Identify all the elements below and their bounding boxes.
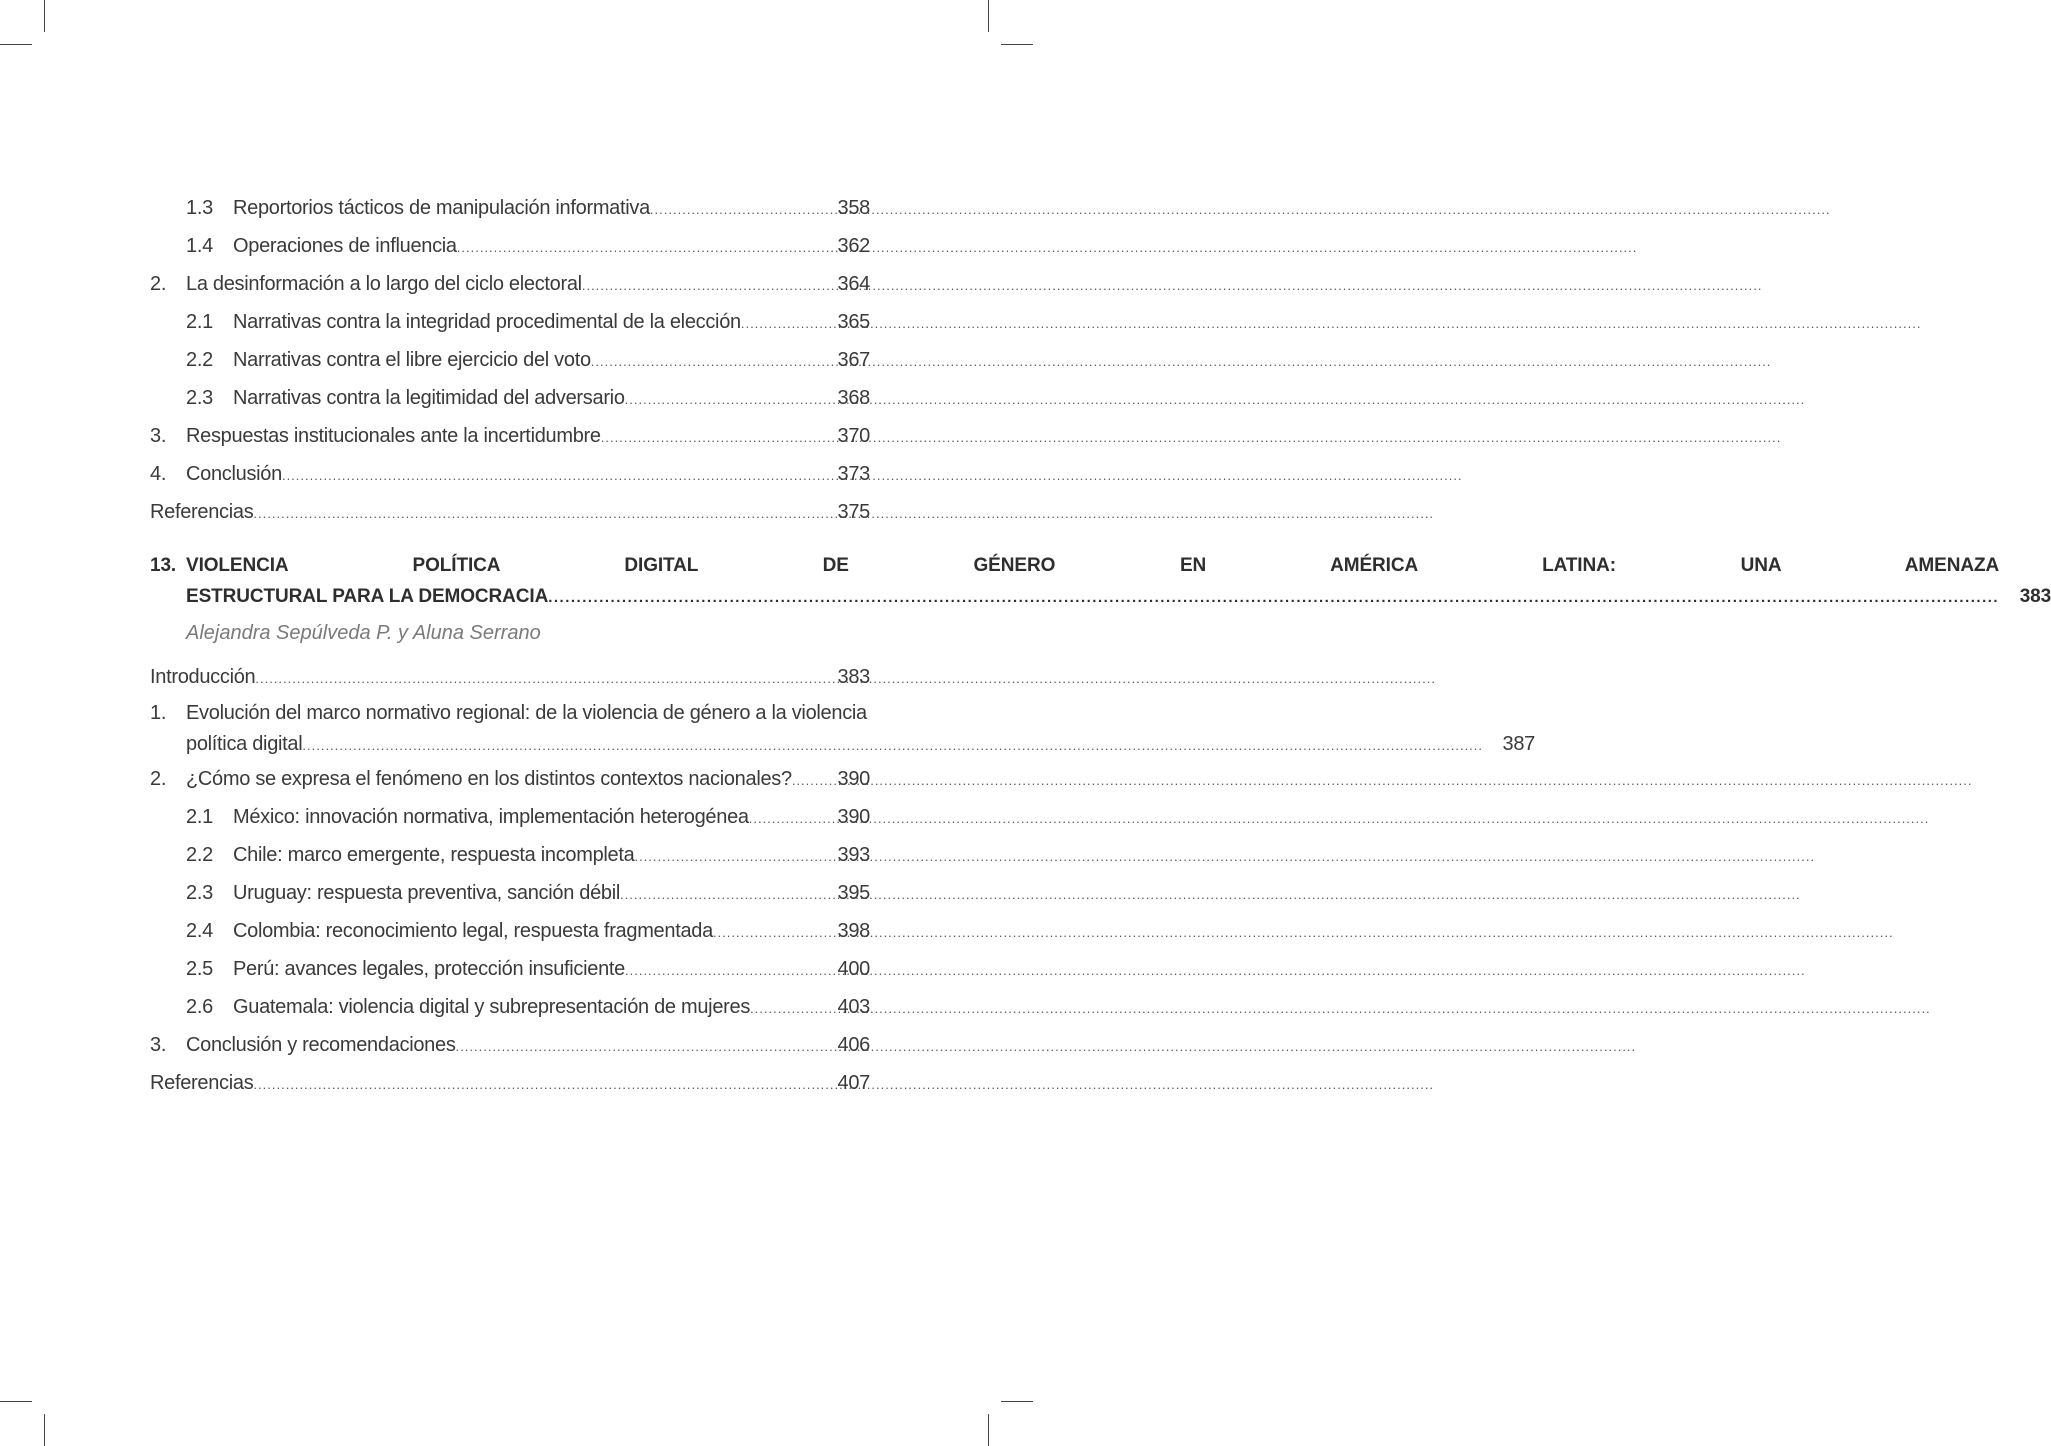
leader-dots: [456, 1028, 1637, 1065]
toc-entry[interactable]: [150, 304, 870, 342]
toc-entry-page: 393: [837, 844, 870, 866]
crop-mark: [0, 44, 32, 45]
crop-mark: [1001, 1401, 1033, 1402]
leader-dots: [601, 419, 1782, 456]
leader-dots: [792, 762, 1973, 799]
leader-dots: [625, 952, 1806, 989]
toc-entry-page: 362: [837, 235, 870, 257]
toc-entry-title: Referencias: [150, 501, 254, 523]
toc-entry-number: 2.2: [186, 349, 213, 371]
toc-entry[interactable]: [150, 266, 870, 304]
chapter-heading[interactable]: [150, 550, 2051, 613]
toc-entry-page: 383: [837, 666, 870, 688]
toc-entry[interactable]: [150, 837, 870, 875]
leader-dots: [741, 305, 1922, 342]
toc-entry-page: 370: [837, 425, 870, 447]
toc-entry-number: 2.1: [186, 806, 213, 828]
toc-entry[interactable]: [150, 380, 870, 418]
toc-entry-page: 367: [837, 349, 870, 371]
toc-section-before: [150, 190, 870, 532]
leader-dots: [650, 191, 1831, 228]
toc-entry-title: Conclusión y recomendaciones: [186, 1034, 456, 1056]
toc-entry-page: 365: [837, 311, 870, 333]
chapter-number: 13.: [150, 555, 177, 576]
toc-entry-title: Narrativas contra el libre ejercicio del voto: [233, 349, 591, 371]
toc-entry-number: 1.: [150, 702, 167, 724]
toc-entry[interactable]: [150, 799, 870, 837]
toc-entry-page: 407: [837, 1072, 870, 1094]
leader-dots: [749, 800, 1930, 837]
toc-entry-page: 368: [837, 387, 870, 409]
toc-entry-page: 398: [837, 920, 870, 942]
leader-dots: [620, 876, 1801, 913]
crop-mark: [0, 1401, 32, 1402]
toc-entry-title: Uruguay: respuesta preventiva, sanción débil: [233, 882, 621, 904]
toc-entry-number: 1.3: [186, 197, 213, 219]
toc-entry[interactable]: [150, 761, 870, 799]
toc-entry-number: 2.3: [186, 387, 213, 409]
leader-dots: [634, 838, 1815, 875]
toc-entry-title: Operaciones de influencia: [233, 235, 457, 257]
toc-entry-number: 2.6: [186, 996, 213, 1018]
toc-entry-number: 2.5: [186, 958, 213, 980]
toc-entry-page: 400: [837, 958, 870, 980]
toc-entry-title: Colombia: reconocimiento legal, respuesta fragmentada: [233, 920, 713, 942]
toc-entry-title: ¿Cómo se expresa el fenómeno en los distintos contextos nacionales?: [186, 768, 792, 790]
chapter-title-line1: VIOLENCIA POLÍTICA DIGITAL DE GÉNERO EN AMÉRICA LATINA: UNA AMENAZA: [186, 555, 2000, 576]
toc-entry-introduction[interactable]: [150, 659, 870, 697]
toc-entry-page: 390: [837, 768, 870, 790]
toc-entry[interactable]: [150, 456, 870, 494]
toc-entry[interactable]: [150, 342, 870, 380]
toc-entry[interactable]: [150, 494, 870, 532]
toc-entry[interactable]: [150, 1027, 870, 1065]
toc-entry[interactable]: [150, 913, 870, 951]
toc-entry-page: 375: [837, 501, 870, 523]
leader-dots: [591, 343, 1772, 380]
leader-dots: [713, 914, 1894, 951]
toc-entry[interactable]: [150, 190, 870, 228]
toc-entry[interactable]: [150, 1065, 870, 1103]
leader-dots: [625, 381, 1806, 418]
toc-entry-title: Narrativas contra la integridad procedimental de la elección: [233, 311, 741, 333]
toc-entry-title: Conclusión: [186, 463, 282, 485]
toc-entry-title: Referencias: [150, 1072, 254, 1094]
toc-entry[interactable]: [150, 951, 870, 989]
toc-entry-number: 2.: [150, 273, 167, 295]
toc-entry-number: 2.3: [186, 882, 213, 904]
leader-dots: [282, 457, 1463, 494]
leader-dots: [457, 229, 1638, 266]
toc-entry-number: 3.: [150, 1034, 167, 1056]
crop-mark: [44, 0, 45, 32]
table-of-contents: [150, 190, 2051, 1103]
toc-entry-page: 364: [837, 273, 870, 295]
toc-entry-title: Reportorios tácticos de manipulación informativa: [233, 197, 650, 219]
toc-entry-title: La desinformación a lo largo del ciclo electoral: [186, 273, 582, 295]
chapter-authors: Alejandra Sepúlveda P. y Aluna Serrano: [186, 622, 541, 644]
crop-mark: [44, 1414, 45, 1446]
toc-entry-number: 2.: [150, 768, 167, 790]
chapter-page-number: 383: [2019, 586, 2051, 607]
toc-entry[interactable]: [150, 989, 870, 1027]
toc-entry-title: Respuestas institucionales ante la incertidumbre: [186, 425, 601, 447]
toc-entry-page: 358: [837, 197, 870, 219]
toc-entry-number: 1.4: [186, 235, 213, 257]
chapter-title-line2: ESTRUCTURAL PARA LA DEMOCRACIA: [186, 586, 549, 607]
crop-mark: [988, 0, 989, 32]
toc-entry[interactable]: [150, 418, 870, 456]
toc-entry-title: Perú: avances legales, protección insuficiente: [233, 958, 625, 980]
toc-section-after: [150, 761, 870, 1103]
toc-entry-page: 403: [837, 996, 870, 1018]
toc-entry-page: 390: [837, 806, 870, 828]
toc-entry[interactable]: [150, 875, 870, 913]
leader-dots: [582, 267, 1763, 304]
toc-entry-title: México: innovación normativa, implementación heterogénea: [233, 806, 749, 828]
toc-entry-number: 2.4: [186, 920, 213, 942]
toc-entry-title: Guatemala: violencia digital y subrepresentación de mujeres: [233, 996, 751, 1018]
toc-entry-page: 395: [837, 882, 870, 904]
toc-entry-page: 373: [837, 463, 870, 485]
leader-dots: [750, 990, 1931, 1027]
toc-entry-page: 406: [837, 1034, 870, 1056]
toc-entry-number: 2.1: [186, 311, 213, 333]
toc-entry-number: 3.: [150, 425, 167, 447]
crop-mark: [1001, 44, 1033, 45]
toc-entry-title: Narrativas contra la legitimidad del adversario: [233, 387, 625, 409]
toc-entry-title: Chile: marco emergente, respuesta incompleta: [233, 844, 635, 866]
leader-dots: [548, 583, 1999, 613]
toc-entry-title: Introducción: [150, 666, 256, 688]
toc-entry-number: 2.2: [186, 844, 213, 866]
toc-entry[interactable]: [150, 228, 870, 266]
crop-mark: [988, 1414, 989, 1446]
toc-entry-page: 387: [1502, 733, 1536, 755]
toc-entry-number: 4.: [150, 463, 167, 485]
leader-dots: [302, 731, 1483, 761]
toc-entry-title-line1: Evolución del marco normativo regional: de la violencia de género a la violencia: [186, 702, 867, 724]
toc-entry-title-line2: política digital: [186, 733, 303, 755]
toc-entry-multiline[interactable]: [150, 697, 1536, 761]
